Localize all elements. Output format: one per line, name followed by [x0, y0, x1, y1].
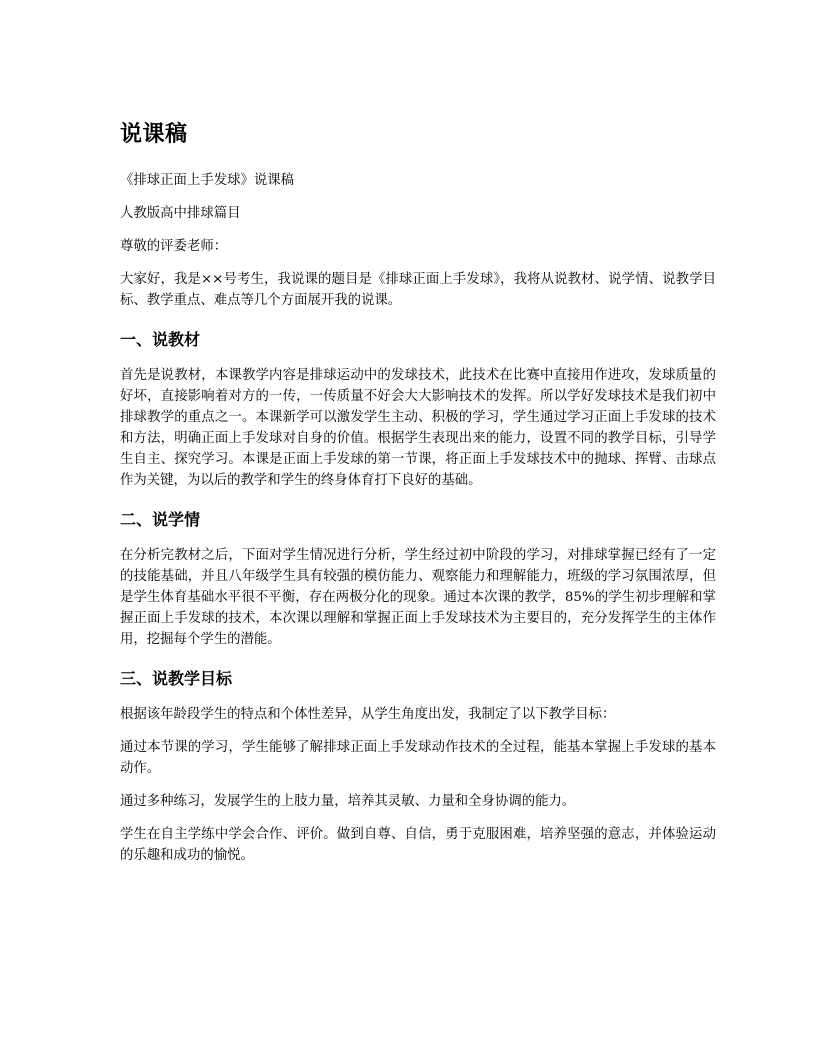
objective-skill-paragraph: 通过多种练习，发展学生的上肢力量，培养其灵敏、力量和全身协调的能力。: [120, 794, 576, 809]
objective-knowledge-paragraph: 通过本节课的学习，学生能够了解排球正面上手发球动作技术的全过程，能基本掌握上手发球的基本动作。: [120, 740, 716, 776]
greeting-line: 尊敬的评委老师：: [120, 239, 228, 254]
lesson-title-line: 《排球正面上手发球》说课稿: [120, 173, 295, 188]
textbook-paragraph: 首先是说教材，本课教学内容是排球运动中的发球技术，此技术在比赛中直接用作进攻，发球质量的好坏，直接影响着对方的一传，一传质量不好会大大影响技术的发挥。所以学好发球技术是我们初中排球教学的重点之一。本课新学可以激发学生主动、积极的学习，学生通过学习正面上手发球的技术和方法，明确正面上手发球对自身的价值。根据学生表现出来的能力，设置不同的教学目标，引导学生自主、探究学习。本课是正面上手发球的第一节课，将正面上手发球技术中的抛球、挥臂、击球点作为关键，为以后的教学和学生的终身体育打下良好的基础。: [120, 368, 716, 488]
section-heading-students: 二、说学情: [120, 510, 201, 529]
document-title: 说课稿: [120, 122, 188, 147]
section-heading-objectives: 三、说教学目标: [120, 669, 233, 688]
textbook-line: 人教版高中排球篇目: [120, 206, 241, 221]
objective-attitude-paragraph: 学生在自主学练中学会合作、评价。做到自尊、自信，勇于克服困难，培养坚强的意志，并体验运动的乐趣和成功的愉悦。: [120, 827, 716, 863]
document-page: [120, 118, 716, 878]
opening-paragraph: 大家好，我是××号考生，我说课的题目是《排球正面上手发球》，我将从说教材、说学情、说教学目标、教学重点、难点等几个方面展开我的说课。: [120, 272, 716, 308]
students-paragraph: 在分析完教材之后，下面对学生情况进行分析，学生经过初中阶段的学习，对排球掌握已经有了一定的技能基础，并且八年级学生具有较强的模仿能力、观察能力和理解能力，班级的学习氛围浓厚，但是学生体育基础水平很不平衡，存在两极分化的现象。通过本次课的教学，85%的学生初步理解和掌握正面上手发球的技术，本次课以理解和掌握正面上手发球技术为主要目的，充分发挥学生的主体作用，挖掘每个学生的潜能。: [120, 548, 716, 647]
objectives-intro-paragraph: 根据该年龄段学生的特点和个体性差异，从学生角度出发，我制定了以下教学目标：: [120, 707, 616, 722]
section-heading-textbook: 一、说教材: [120, 330, 201, 349]
